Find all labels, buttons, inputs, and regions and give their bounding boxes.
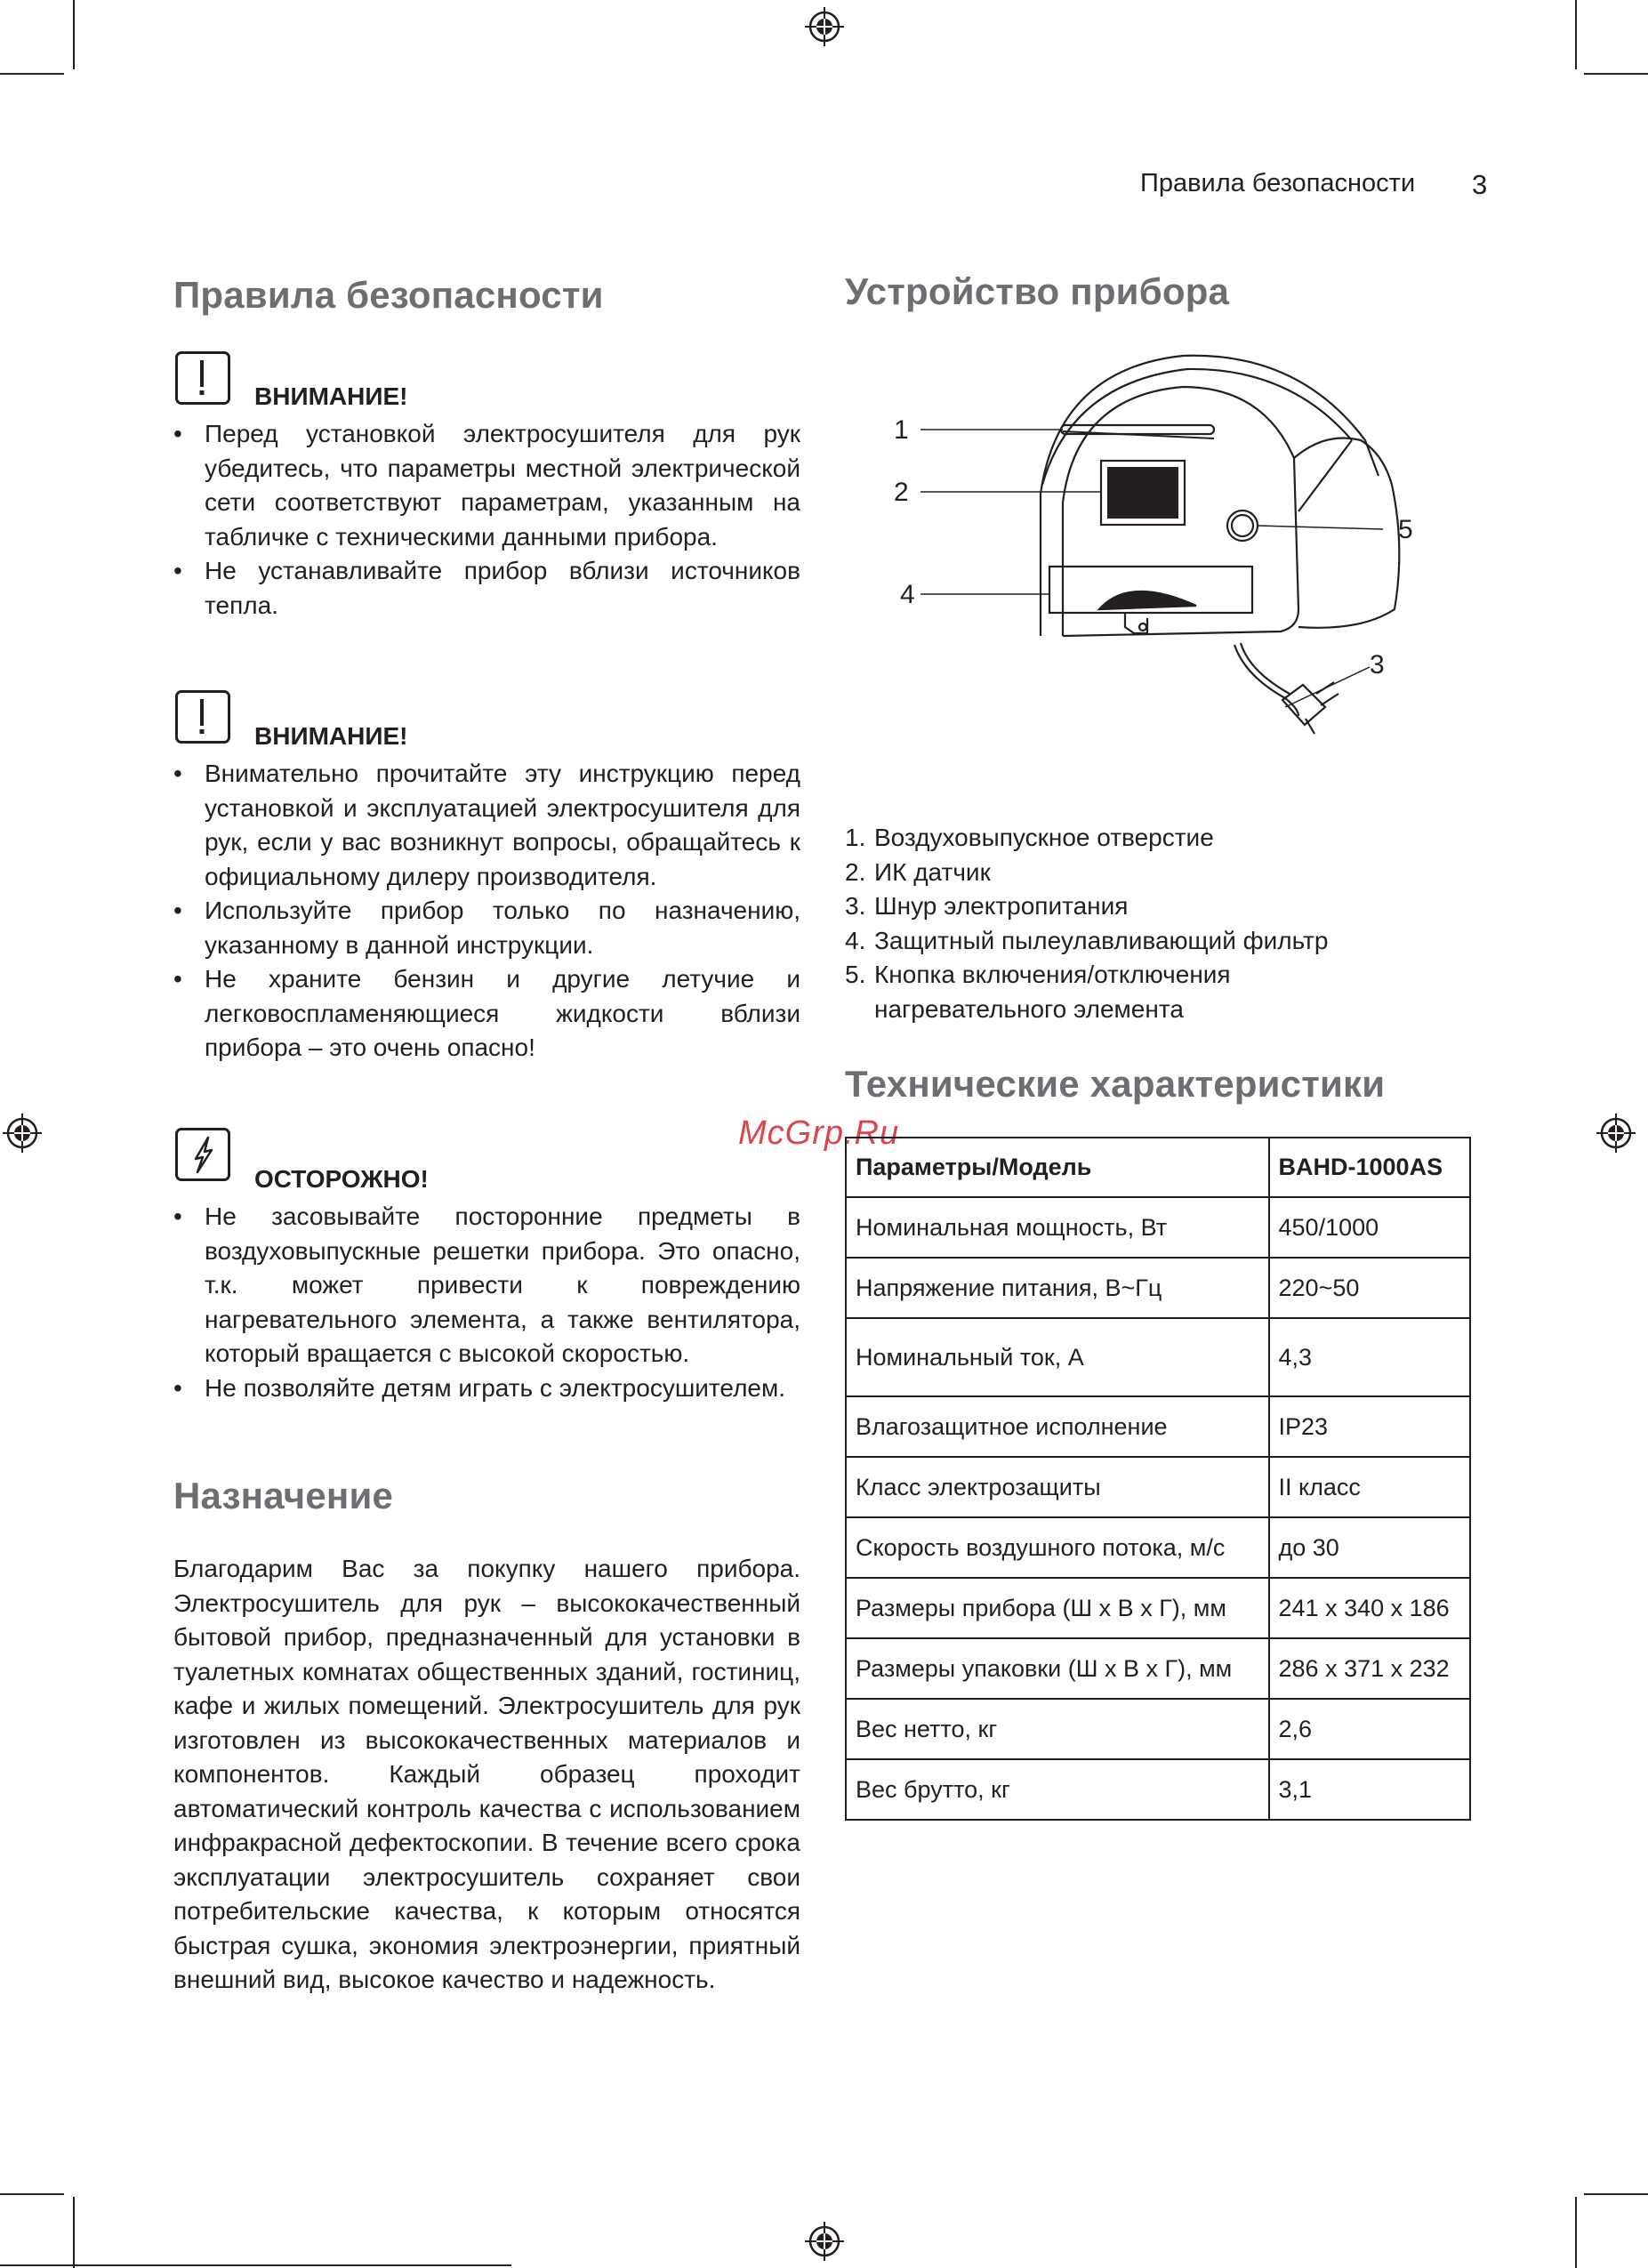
table-row	[846, 1318, 1470, 1396]
list-item: • Перед установкой электросушителя для рук убедитесь, что параметры местной электрической сети соответствуют параметрам, указанным на табличке с техническими данными прибора.	[173, 417, 800, 554]
parts-list	[845, 821, 1476, 1026]
list-item: • Не храните бензин и другие летучие и легковоспламеняющиеся жидкости вблизи прибора – это очень опасно!	[173, 962, 800, 1066]
table-cell: 241 x 340 x 186	[1269, 1578, 1470, 1638]
specs-table	[845, 1137, 1471, 1821]
table-cell: 2,6	[1269, 1699, 1470, 1759]
list-item: 5. Кнопка включения/отключения нагревательного элемента	[845, 961, 1231, 1023]
registration-mark-bottom	[805, 2222, 844, 2261]
purpose-heading: Назначение	[173, 1475, 394, 1516]
list-item: 2. ИК датчик	[845, 857, 991, 886]
list-item: • Не позволяйте детям играть с электросушителем.	[173, 1371, 800, 1406]
callout-4: 4	[900, 580, 915, 609]
page-number: 3	[1472, 169, 1488, 200]
lightning-icon	[175, 1128, 230, 1181]
table-cell: Вес нетто, кг	[846, 1699, 1269, 1759]
table-row	[846, 1578, 1470, 1638]
list-item: • Внимательно прочитайте эту инструкцию перед установкой и эксплуатацией электросушителя для рук, если у вас возникнут вопросы, обращайтесь к официальному дилеру производителя.	[173, 757, 800, 894]
table-row	[846, 1638, 1470, 1699]
list-item: • Не засовывайте посторонние предметы в воздуховыпускные решетки прибора. Это опасно, т.к. может привести к повреждению нагревательного элемента, а также вентилятора, который вращается с высокой скоростью.	[173, 1200, 800, 1371]
running-header-title: Правила безопасности	[1140, 169, 1416, 197]
callout-5: 5	[1398, 515, 1413, 544]
callout-2: 2	[894, 478, 909, 507]
list-item: • Не устанавливайте прибор вблизи источников тепла.	[173, 554, 800, 623]
list-item: 4. Защитный пылеулавливающий фильтр	[845, 926, 1329, 954]
table-cell: Класс электрозащиты	[846, 1457, 1269, 1517]
table-cell: Скорость воздушного потока, м/с	[846, 1517, 1269, 1578]
table-cell: до 30	[1269, 1517, 1470, 1578]
watermark: McGrp.Ru	[738, 1114, 900, 1152]
table-row	[846, 1759, 1470, 1820]
table-header-cell: BAHD-1000AS	[1269, 1138, 1470, 1197]
table-row	[846, 1396, 1470, 1457]
table-cell: Размеры прибора (Ш x В x Г), мм	[846, 1578, 1269, 1638]
table-cell: Вес брутто, кг	[846, 1759, 1269, 1820]
table-cell: II класс	[1269, 1457, 1470, 1517]
table-row	[846, 1699, 1470, 1759]
table-cell: 4,3	[1269, 1318, 1470, 1396]
exclamation-icon	[175, 690, 230, 744]
table-row	[846, 1258, 1470, 1318]
warning-list-1	[173, 417, 800, 623]
table-cell: Влагозащитное исполнение	[846, 1396, 1269, 1457]
registration-mark-left	[3, 1114, 42, 1153]
table-cell: IP23	[1269, 1396, 1470, 1457]
list-item: 1. Воздуховыпускное отверстие	[845, 824, 1214, 851]
table-cell: Номинальный ток, А	[846, 1318, 1269, 1396]
warning-label: ВНИМАНИЕ!	[254, 722, 408, 750]
table-cell: 3,1	[1269, 1759, 1470, 1820]
table-cell: Номинальная мощность, Вт	[846, 1197, 1269, 1258]
device-heading: Устройство прибора	[845, 270, 1230, 312]
purpose-text: Благодарим Вас за покупку нашего прибора. Электросушитель для рук – высококачественный бытовой прибор, предназначенный для установки в туалетных комнатах общественных зданий, гостиниц, кафе и жилых помещений. Электросушитель для рук изготовлен из высококачественных материалов и компонентов. Каждый образец проходит автоматический контроль качества с использованием инфракрасной дефектоскопии. В течение всего срока эксплуатации электросушитель сохраняет свои потребительские качества, к которым относятся быстрая сушка, экономия электроэнергии, приятный внешний вид, высокое качество и надежность.	[173, 1555, 800, 1993]
specs-heading: Технические характеристики	[845, 1063, 1386, 1105]
warning-list-2	[173, 757, 800, 1066]
safety-heading: Правила безопасности	[173, 274, 604, 316]
table-cell: Размеры упаковки (Ш x В x Г), мм	[846, 1638, 1269, 1699]
table-cell: 286 x 371 x 232	[1269, 1638, 1470, 1699]
registration-mark-top	[805, 7, 844, 46]
table-row	[846, 1197, 1470, 1258]
hand-dryer-diagram	[880, 342, 1432, 752]
caution-list	[173, 1200, 800, 1405]
table-cell: 450/1000	[1269, 1197, 1470, 1258]
table-row	[846, 1517, 1470, 1578]
exclamation-icon	[175, 351, 230, 405]
list-item: • Используйте прибор только по назначению, указанному в данной инструкции.	[173, 894, 800, 962]
callout-1: 1	[894, 415, 909, 445]
table-row	[846, 1457, 1470, 1517]
table-header-row	[846, 1138, 1470, 1197]
registration-mark-right	[1596, 1114, 1636, 1153]
table-cell: Напряжение питания, В~Гц	[846, 1258, 1269, 1318]
table-cell: 220~50	[1269, 1258, 1470, 1318]
callout-3: 3	[1370, 650, 1385, 680]
list-item: 3. Шнур электропитания	[845, 892, 1129, 920]
table-header-cell: Параметры/Модель	[846, 1138, 1269, 1197]
warning-label: ВНИМАНИЕ!	[254, 382, 408, 410]
caution-label: ОСТОРОЖНО!	[254, 1165, 429, 1193]
